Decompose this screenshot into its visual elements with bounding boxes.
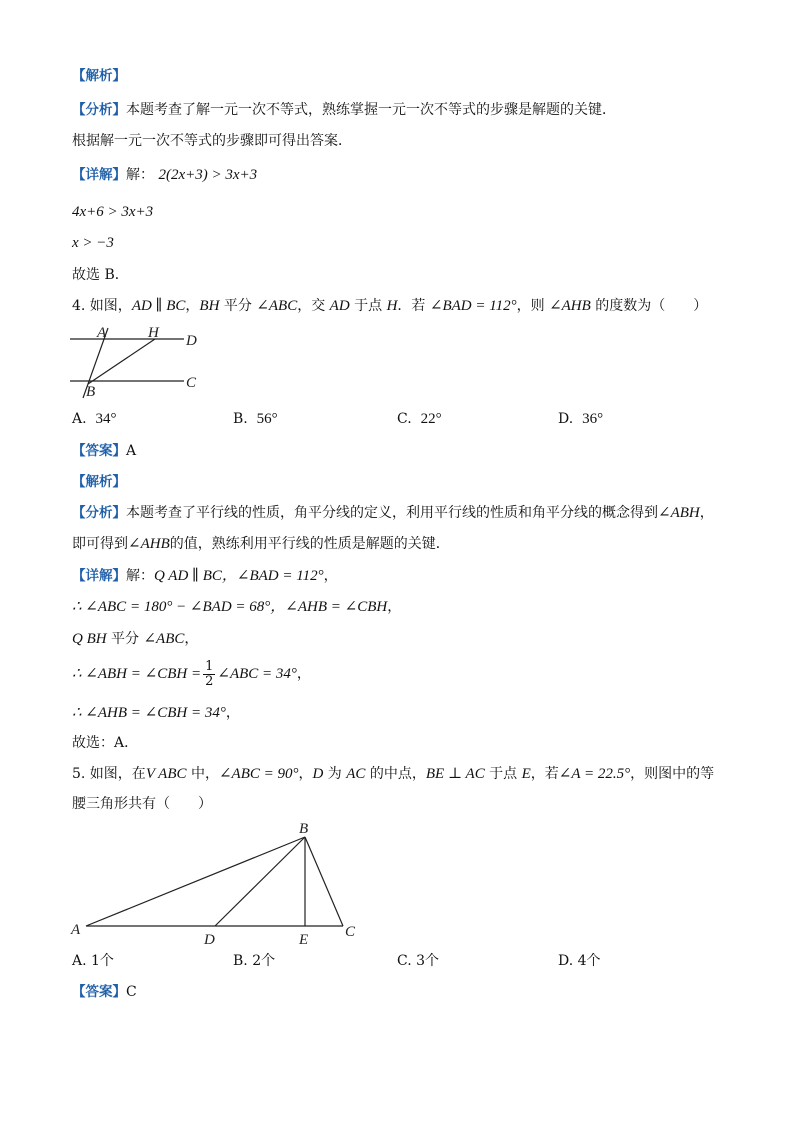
q4-xiangjie-line1 [72, 566, 338, 586]
fenxi-text: 本题考查了解一元一次不等式，熟练掌握一元一次不等式的步骤是解题的关键． [126, 102, 616, 118]
q5-stem-text: 中， [186, 766, 219, 782]
q5-stem-math: ∠ABC = 90° [218, 766, 299, 782]
solution-math: Q BH [72, 631, 107, 647]
q3-fenxi-line2 [72, 131, 352, 151]
q4-stem-text: 的度数为（ ） [590, 298, 708, 314]
q5-stem-math: D [312, 766, 324, 782]
solution-text: ， [184, 631, 199, 647]
q4-fenxi-line [72, 503, 714, 523]
q4-stem-math: ∠BAD = 112° [429, 298, 517, 314]
q5-figure [66, 814, 366, 948]
q4-stem-math: AD [329, 298, 350, 314]
solution-text: ， [323, 568, 338, 584]
label-a: A [97, 325, 107, 341]
fenxi-math: ∠AHB [128, 536, 170, 552]
label-c: C [345, 924, 356, 940]
side-ab [86, 837, 305, 926]
option-letter: D. [558, 411, 574, 427]
q4-option-c[interactable] [397, 409, 442, 429]
jiexi-tag: 【解析】 [72, 68, 126, 84]
option-value: 56° [256, 411, 278, 427]
fenxi-tag: 【分析】 [72, 505, 126, 521]
solution-math: ∴ ∠ABC = 180° − ∠BAD = 68°，∠AHB = ∠CBH [72, 599, 388, 615]
answer-value: A [126, 443, 137, 459]
q4-stem-math: BH [199, 298, 220, 314]
q4-stem-math: ∠AHB [549, 298, 591, 314]
q5-stem-math: ∠A = 22.5° [558, 766, 631, 782]
q4-stem [72, 296, 707, 316]
option-letter: A. [72, 411, 87, 427]
q4-stem-math: AD ∥ BC [131, 298, 186, 314]
solution-text: ， [225, 705, 240, 721]
q4-stem-text: 平分 [219, 298, 257, 314]
segment-bd [215, 837, 305, 926]
solution-math: ∠ABC = 34° [217, 666, 297, 682]
fenxi-math: ∠ABH [658, 505, 700, 521]
q4-stem-text: ，交 [297, 298, 330, 314]
option-value: 22° [420, 411, 442, 427]
solve-prefix: 解： [126, 167, 154, 183]
label-b: B [86, 384, 96, 400]
q5-stem-text: ，则图中的等 [630, 766, 715, 782]
q5-answer [72, 982, 137, 1002]
option-value: 34° [95, 411, 117, 427]
q4-conclusion [72, 733, 138, 753]
inequality-step1: 2(2x+3) > 3x+3 [158, 167, 258, 183]
option-value: 36° [582, 411, 604, 427]
q4-option-b[interactable] [233, 409, 278, 429]
q4-xiangjie-line5 [72, 703, 240, 723]
q5-stem-text: 为 [323, 766, 347, 782]
solution-math: ∴ ∠ABH = ∠CBH = [72, 666, 202, 682]
label-d: D [204, 932, 215, 948]
label-b: B [299, 821, 309, 837]
q5-stem [72, 764, 714, 784]
q5-option-d[interactable] [558, 951, 601, 971]
q4-stem-prefix: 4. 如图， [72, 298, 132, 314]
xiangjie-tag: 【详解】 [72, 568, 126, 584]
q5-stem-text: 于点 [484, 766, 522, 782]
option-label: A. 1个 [72, 953, 114, 969]
fenxi-text: 本题考查了平行线的性质，角平分线的定义，利用平行线的性质和角平分线的概念得到 [126, 505, 658, 521]
q3-analysis-heading [72, 66, 126, 86]
label-e: E [299, 932, 309, 948]
fenxi-text: ， [699, 505, 714, 521]
q4-stem-text: ， [185, 298, 200, 314]
fenxi-tag: 【分析】 [72, 102, 126, 118]
q5-stem-prefix: 5. 如图，在 [72, 766, 146, 782]
q5-stem-math: V ABC [145, 766, 187, 782]
label-a: A [71, 922, 81, 938]
q3-conclusion [72, 265, 129, 285]
conclusion-text: 故选 B． [72, 267, 129, 283]
q4-xiangjie-line4 [72, 659, 311, 689]
label-d: D [186, 333, 197, 349]
q3-step2 [72, 202, 153, 222]
q5-stem-math: BE ⊥ AC [425, 766, 485, 782]
q4-option-d[interactable] [558, 409, 603, 429]
xiangjie-tag: 【详解】 [72, 167, 126, 183]
fenxi-line2-text: 根据解一元一次不等式的步骤即可得出答案． [72, 133, 352, 149]
q4-analysis-heading [72, 472, 126, 492]
fraction-numerator: 1 [205, 658, 214, 674]
q4-stem-text: 于点 [349, 298, 387, 314]
answer-value: C [126, 984, 137, 1000]
option-letter: B. [233, 411, 248, 427]
side-bc [305, 837, 343, 926]
solution-math: ∴ ∠AHB = ∠CBH = 34° [72, 705, 226, 721]
q5-option-a[interactable] [72, 951, 114, 971]
solve-prefix: 解： [126, 568, 154, 584]
q3-step3 [72, 233, 114, 253]
q5-stem-text: 的中点， [365, 766, 426, 782]
q3-xiangjie-line [72, 165, 257, 185]
q4-stem-math: H [386, 298, 398, 314]
q4-xiangjie-line3 [72, 629, 198, 649]
label-h: H [148, 325, 159, 341]
fenxi-text: 即可得到 [72, 536, 128, 552]
q4-figure [66, 322, 216, 402]
option-label: C. 3个 [397, 953, 440, 969]
inequality-step3: x > −3 [72, 235, 114, 251]
q5-stem-text: 腰三角形共有（ ） [72, 796, 212, 812]
jiexi-tag: 【解析】 [72, 474, 126, 490]
q5-stem-math: E [521, 766, 531, 782]
q4-option-a[interactable] [72, 409, 116, 429]
option-letter: C. [397, 411, 412, 427]
solution-text: ， [296, 666, 311, 682]
answer-tag: 【答案】 [72, 443, 126, 459]
q5-stem-text: ，若 [530, 766, 559, 782]
q3-fenxi-line [72, 100, 616, 120]
option-label: D. 4个 [558, 953, 601, 969]
answer-tag: 【答案】 [72, 984, 126, 1000]
q4-fenxi-line2 [72, 534, 450, 554]
q5-option-c[interactable] [397, 951, 439, 971]
solution-math: Q AD ∥ BC，∠BAD = 112° [154, 568, 324, 584]
inequality-step2: 4x+6 > 3x+3 [72, 204, 154, 220]
solution-text: ， [387, 599, 402, 615]
q4-xiangjie-line2 [72, 597, 401, 617]
q4-answer [72, 441, 136, 461]
fraction-denominator: 2 [205, 673, 214, 689]
label-c: C [186, 375, 197, 391]
option-label: B. 2个 [233, 953, 276, 969]
fraction-half [203, 660, 215, 689]
q5-stem-math: AC [346, 766, 366, 782]
q5-option-b[interactable] [233, 951, 275, 971]
q5-stem-line2 [72, 794, 212, 814]
q4-stem-text: ，则 [516, 298, 550, 314]
line-bh [88, 339, 155, 384]
q4-stem-text: ．若 [397, 298, 430, 314]
fenxi-text: 的值，熟练利用平行线的性质是解题的关键． [169, 536, 450, 552]
conclusion-text: 故选：A． [72, 735, 139, 751]
solution-math: ∠ABC [143, 631, 185, 647]
solution-text: 平分 [106, 631, 144, 647]
q5-stem-text: ， [298, 766, 313, 782]
q4-stem-math: ∠ABC [256, 298, 298, 314]
